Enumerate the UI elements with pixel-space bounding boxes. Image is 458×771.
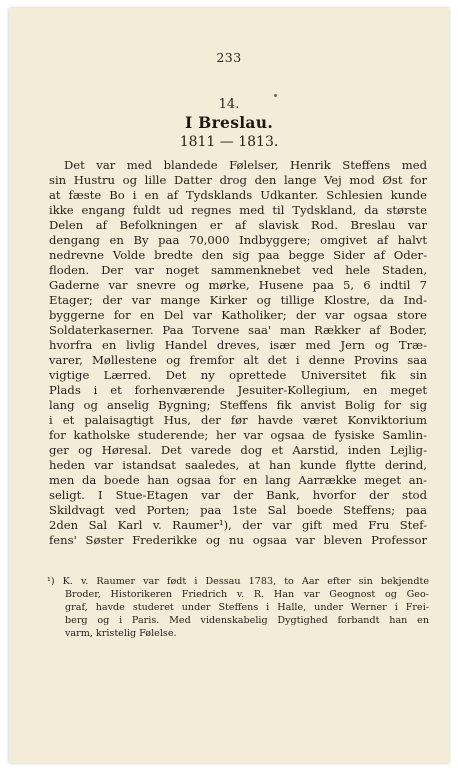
- body-line: fens' Søster Frederikke og nu ogsaa var bleven Professor: [49, 533, 427, 547]
- body-line: Gaderne var snevre og mørke, Husene paa 5, 6 indtil 7: [49, 278, 427, 292]
- body-line: byggerne for en Del var Katholiker; der var ogsaa store: [49, 308, 427, 322]
- body-line: Det var med blandede Følelser, Henrik Steffens med: [64, 158, 427, 172]
- chapter-number: 14.: [218, 97, 240, 112]
- page-number: 233: [216, 50, 242, 65]
- body-line: varer, Møllestene og fremfor alt det i denne Provins saa: [49, 353, 427, 367]
- footnote-line: Broder, Historikeren Friedrich v. R. Han var Geognost og Geo-: [65, 589, 429, 600]
- body-line: floden. Der var noget sammenknebet ved hele Staden,: [49, 263, 427, 277]
- body-line: sin Hustru og lille Datter drog den lange Vej mod Øst for: [49, 173, 427, 187]
- body-line: vigtige Lærred. Det ny oprettede Universitet fik sin: [49, 368, 427, 382]
- body-line: for katholske studerende; her var ogsaa de fysiske Samlin-: [49, 428, 427, 442]
- footnote-line: berg og i Paris. Med videnskabelig Dygtighed forbandt han en: [65, 615, 429, 626]
- body-line: lang og anselig Bygning; Steffens fik anvist Bolig for sig: [49, 398, 427, 412]
- body-line: hvorfra en livlig Handel dreves, især med Jern og Træ-: [49, 338, 427, 352]
- body-line: men da boede han ogsaa for en lang Aarrække meget an-: [49, 473, 427, 487]
- body-line: i et palaisagtigt Hus, der før havde været Konviktorium: [49, 413, 427, 427]
- chapter-years: 1811 — 1813.: [179, 134, 279, 150]
- footnote-line: varm, kristelig Følelse.: [65, 628, 177, 639]
- footnote-line: graf, havde studeret under Steffens i Halle, under Werner i Frei-: [65, 602, 429, 613]
- body-line: Plads i et forhenværende Jesuiter-Kollegium, en meget: [49, 383, 427, 397]
- body-line: seligt. I Stue-Etagen var der Bank, hvorfor der stod: [49, 488, 427, 502]
- body-line: ger og Høresal. Det varede dog et Aarstid, inden Lejlig-: [49, 443, 427, 457]
- body-line: ikke engang fuldt ud regnes med til Tydskland, da største: [49, 203, 427, 217]
- body-line: at fæste Bo i en af Tydsklands Udkanter. Schlesien kunde: [49, 188, 427, 202]
- body-line: heden var istandsat saaledes, at han kunde flytte derind,: [49, 458, 427, 472]
- footnote-line: ¹) K. v. Raumer var født i Dessau 1783, to Aar efter sin bekjendte: [47, 576, 429, 587]
- body-line: Soldaterkaserner. Paa Torvene saa' man Rækker af Boder,: [49, 323, 427, 337]
- chapter-title: I Breslau.: [184, 113, 274, 132]
- body-line: Etager; der var mange Kirker og tillige Klostre, da Ind-: [49, 293, 427, 307]
- book-page: [9, 8, 449, 763]
- body-line: dengang en By paa 70,000 Indbyggere; omgivet af halvt: [49, 233, 427, 247]
- body-line: Delen af Befolkningen er af slavisk Rod. Breslau var: [49, 218, 427, 232]
- body-line: Skildvagt ved Porten; paa 1ste Sal boede Steffens; paa: [49, 503, 427, 517]
- body-line: nedrevne Volde bredte den sig paa begge Sider af Oder-: [49, 248, 427, 262]
- body-line: 2den Sal Karl v. Raumer¹), der var gift med Fru Stef-: [49, 518, 427, 532]
